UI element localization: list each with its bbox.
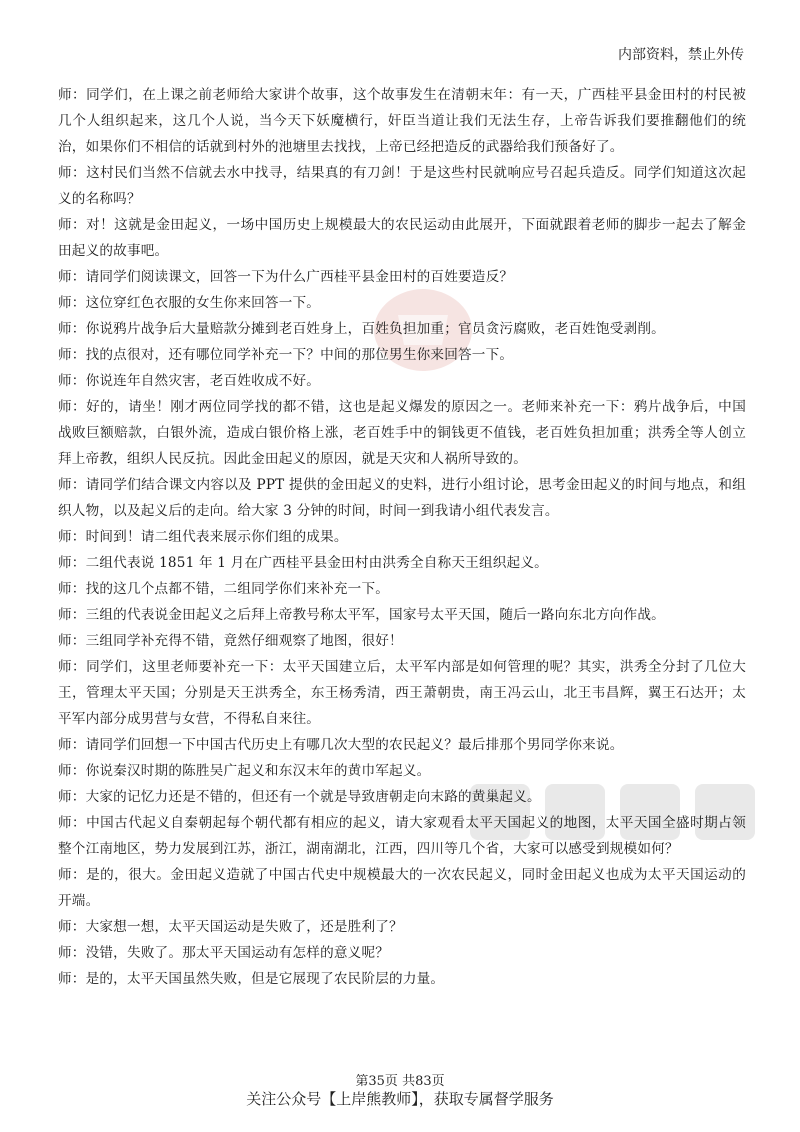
paragraph: 师：找的点很对，还有哪位同学补充一下？中间的那位男生你来回答一下。	[58, 347, 514, 363]
paragraph: 师：二组代表说 1851 年 1 月在广西桂平县金田村由洪秀全自称天王组织起义。	[58, 555, 548, 571]
paragraph: 师：是的，太平天国虽然失败，但是它展现了农民阶层的力量。	[58, 971, 445, 987]
paragraph: 师：三组同学补充得不错，竟然仔细观察了地图，很好！	[58, 633, 403, 649]
paragraph: 师：请同学们回想一下中国古代历史上有哪几次大型的农民起义？最后排那个男同学你来说。	[58, 737, 624, 753]
promo-line: 关注公众号【上岸熊教师】，获取专属督学服务	[246, 1090, 554, 1108]
paragraph: 师：没错，失败了。那太平天国运动有怎样的意义呢？	[58, 945, 390, 961]
paragraph: 师：这位穿红色衣服的女生你来回答一下。	[58, 295, 321, 311]
paragraph: 师：对！这就是金田起义，一场中国历史上规模最大的农民运动由此展开，下面就跟着老师的脚步一起去了解金田起义的故事吧。	[58, 217, 746, 259]
transcript-body	[58, 82, 746, 992]
paragraph: 师：你说连年自然灾害，老百姓收成不好。	[58, 373, 321, 389]
confidential-note: 内部资料，禁止外传	[618, 47, 744, 63]
paragraph: 师：你说鸦片战争后大量赔款分摊到老百姓身上，百姓负担加重；官员贪污腐败，老百姓饱受剥削。	[58, 321, 665, 337]
paragraph: 师：请同学们结合课文内容以及 PPT 提供的金田起义的史料，进行小组讨论，思考金田起义的时间与地点，和组织人物，以及起义后的走向。给大家 3 分钟的时间，时间一到我请小组代表发言。	[58, 477, 746, 519]
paragraph: 师：这村民们当然不信就去水中找寻，结果真的有刀剑！于是这些村民就响应号召起兵造反。同学们知道这次起义的名称吗？	[58, 165, 746, 207]
page-number: 第35页 共83页	[355, 1074, 445, 1089]
paragraph: 师：请同学们阅读课文，回答一下为什么广西桂平县金田村的百姓要造反？	[58, 269, 514, 285]
paragraph: 师：时间到！请二组代表来展示你们组的成果。	[58, 529, 348, 545]
paragraph: 师：大家的记忆力还是不错的，但还有一个就是导致唐朝走向末路的黄巢起义。	[58, 789, 541, 805]
paragraph: 师：同学们，这里老师要补充一下：太平天国建立后，太平军内部是如何管理的呢？其实，洪秀全分封了几位大王，管理太平天国；分别是天王洪秀全，东王杨秀清，西王萧朝贵，南王冯云山，北王韦昌辉，翼王石达开；太平军内部分成男营与女营，不得私自来往。	[58, 659, 746, 727]
paragraph: 师：找的这几个点都不错，二组同学你们来补充一下。	[58, 581, 390, 597]
paragraph: 师：是的，很大。金田起义造就了中国古代史中规模最大的一次农民起义，同时金田起义也成为太平天国运动的开端。	[58, 867, 746, 909]
paragraph: 师：好的，请坐！刚才两位同学找的都不错，这也是起义爆发的原因之一。老师来补充一下：鸦片战争后，中国战败巨额赔款，白银外流，造成白银价格上涨，老百姓手中的铜钱更不值钱，老百姓负担加重；洪秀全等人创立拜上帝教，组织人民反抗。因此金田起义的原因，就是天灾和人祸所导致的。	[58, 399, 746, 467]
paragraph: 师：中国古代起义自秦朝起每个朝代都有相应的起义，请大家观看太平天国起义的地图，太平天国全盛时期占领整个江南地区，势力发展到江苏，浙江，湖南湖北，江西，四川等几个省，大家可以感受到规模如何？	[58, 815, 746, 857]
paragraph: 师：大家想一想，太平天国运动是失败了，还是胜利了？	[58, 919, 403, 935]
paragraph: 师：你说秦汉时期的陈胜吴广起义和东汉末年的黄巾军起义。	[58, 763, 431, 779]
paragraph: 师：同学们，在上课之前老师给大家讲个故事，这个故事发生在清朝末年：有一天，广西桂平县金田村的村民被几个人组织起来，这几个人说，当今天下妖魔横行，奸臣当道让我们无法生存，上帝告诉我们要推翻他们的统治，如果你们不相信的话就到村外的池塘里去找找，上帝已经把造反的武器给我们预备好了。	[58, 87, 746, 155]
paragraph: 师：三组的代表说金田起义之后拜上帝教号称太平军，国家号太平天国，随后一路向东北方向作战。	[58, 607, 665, 623]
